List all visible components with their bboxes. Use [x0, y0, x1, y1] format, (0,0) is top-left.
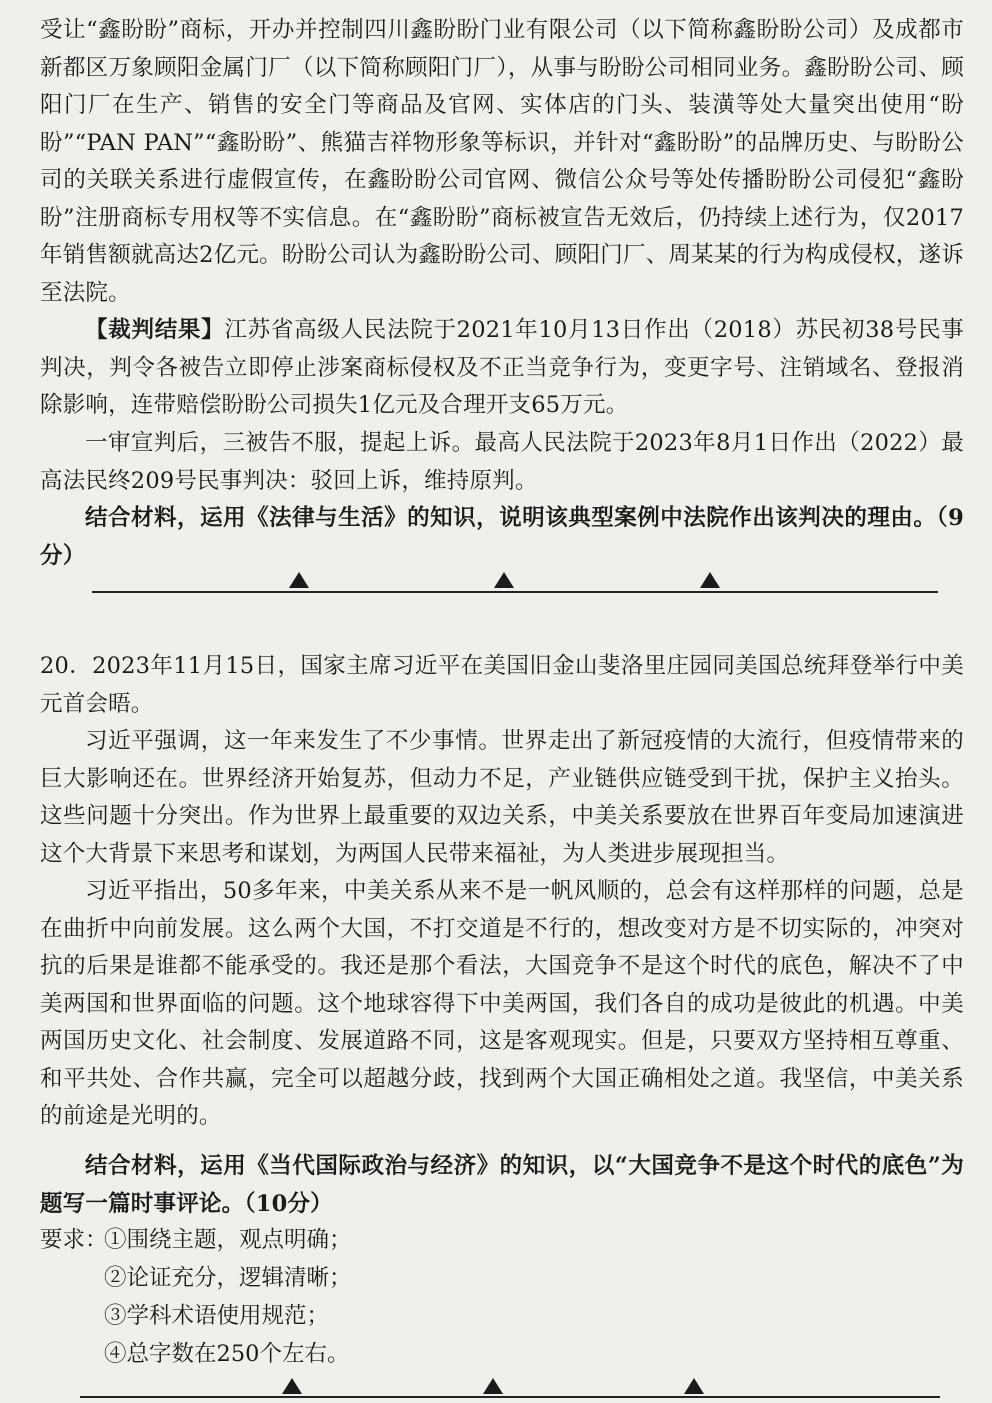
- case-paragraph: 受让“鑫盼盼”商标，开办并控制四川鑫盼盼门业有限公司（以下简称鑫盼盼公司）及成都市新都区万象顾阳金属门厂（以下简称顾阳门厂），从事与盼盼公司相同业务。鑫盼盼公司、顾阳门厂在生产、销售的安全门等商品及官网、实体店的门头、装潢等处大量突出使用“盼盼”“PAN PAN”“鑫盼盼”、熊猫吉祥物形象等标识，并针对“鑫盼盼”的品牌历史、与盼盼公司的关联关系进行虚假宣传，在鑫盼盼公司官网、微信公众号等处传播盼盼公司侵犯“鑫盼盼”注册商标专用权等不实信息。在“鑫盼盼”商标被宣告无效后，仍持续上述行为，仅2017年销售额就高达2亿元。盼盼公司认为鑫盼盼公司、顾阳门厂、周某某的行为构成侵权，遂诉至法院。: [40, 17, 964, 306]
- requirement-item: ③学科术语使用规范；: [104, 1303, 330, 1329]
- requirement-item: ②论证充分，逻辑清晰；: [104, 1265, 352, 1291]
- triangle-marker-icon: [282, 1378, 302, 1394]
- answer-line: [80, 1396, 940, 1398]
- answer-line: [92, 591, 938, 593]
- appeal-paragraph: 一审宣判后，三被告不服，提起上诉。最高人民法院于2023年8月1日作出（2022）最高法民终209号民事判决：驳回上诉，维持原判。: [40, 430, 964, 494]
- verdict-label: 【裁判结果】: [85, 317, 225, 343]
- triangle-marker-icon: [483, 1378, 503, 1394]
- requirement-item: ①围绕主题，观点明确；: [104, 1227, 352, 1253]
- requirements-label: 要求：: [40, 1227, 108, 1253]
- triangle-marker-icon: [494, 572, 514, 588]
- triangle-marker-icon: [684, 1378, 704, 1394]
- q20-paragraph-2: 习近平指出，50多年来，中美关系从来不是一帆风顺的，总会有这样那样的问题，总是在曲折中向前发展。这么两个大国，不打交道是不行的，想改变对方是不切实际的，冲突对抗的后果是谁都不能承受的。我还是那个看法，大国竞争不是这个时代的底色，解决不了中美两国和世界面临的问题。这个地球容得下中美两国，我们各自的成功是彼此的机遇。中美两国历史文化、社会制度、发展道路不同，这是客观现实。但是，只要双方坚持相互尊重、和平共处、合作共赢，完全可以超越分歧，找到两个大国正确相处之道。我坚信，中美关系的前途是光明的。: [40, 878, 964, 1129]
- question-19: 结合材料，运用《法律与生活》的知识，说明该典型案例中法院作出该判决的理由。（9分）: [40, 505, 964, 569]
- triangle-marker-icon: [289, 572, 309, 588]
- triangle-marker-icon: [700, 572, 720, 588]
- verdict-text: 江苏省高级人民法院于2021年10月13日作出（2018）苏民初38号民事判决，判令各被告立即停止涉案商标侵权及不正当竞争行为，变更字号、注销域名、登报消除影响，连带赔偿盼盼公司损失1亿元及合理开支65万元。: [40, 317, 964, 418]
- verdict-paragraph: [40, 312, 964, 425]
- question-20: 结合材料，运用《当代国际政治与经济》的知识，以“大国竞争不是这个时代的底色”为题写一篇时事评论。（10分）: [40, 1153, 964, 1217]
- requirement-item: ④总字数在250个左右。: [104, 1341, 350, 1367]
- q20-paragraph-1: 习近平强调，这一年来发生了不少事情。世界走出了新冠疫情的大流行，但疫情带来的巨大影响还在。世界经济开始复苏，但动力不足，产业链供应链受到干扰，保护主义抬头。这些问题十分突出。作为世界上最重要的双边关系，中美关系要放在世界百年变局加速演进这个大背景下来思考和谋划，为两国人民带来福祉，为人类进步展现担当。: [40, 728, 964, 867]
- question-20-intro: 20．2023年11月15日，国家主席习近平在美国旧金山斐洛里庄园同美国总统拜登举行中美元首会晤。: [40, 653, 964, 717]
